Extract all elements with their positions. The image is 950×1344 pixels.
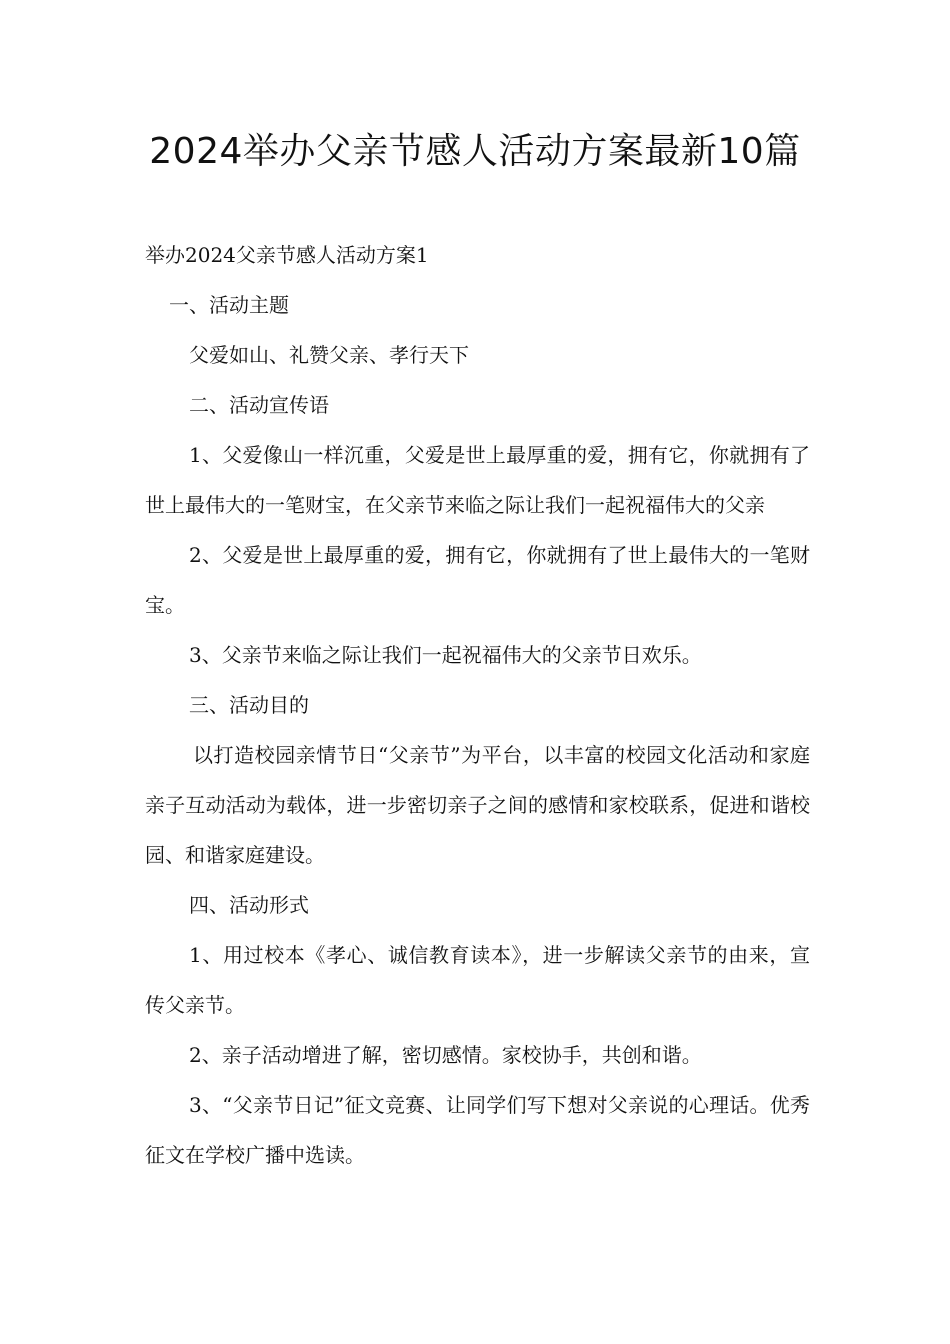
paragraph-purpose: 以打造校园亲情节日“父亲节”为平台，以丰富的校园文化活动和家庭亲子互动活动为载体，进一步密切亲子之间的感情和家校联系，促进和谐校园、和谐家庭建设。: [145, 743, 810, 867]
paragraph-theme: 父爱如山、礼赞父亲、孝行天下: [189, 343, 469, 367]
plan-heading: 举办2024父亲节感人活动方案1: [145, 243, 429, 267]
document-title: 2024举办父亲节感人活动方案最新10篇: [149, 131, 801, 172]
paragraph-format-2: 2、亲子活动增进了解，密切感情。家校协手，共创和谐。: [189, 1043, 702, 1067]
paragraph-slogan-1: 1、父爱像山一样沉重，父爱是世上最厚重的爱，拥有它，你就拥有了世上最伟大的一笔财宝，在父亲节来临之际让我们一起祝福伟大的父亲: [145, 443, 810, 517]
document-body: [145, 230, 810, 1180]
section-heading-format: 四、活动形式: [189, 893, 309, 917]
section-heading-theme: 一、活动主题: [169, 293, 289, 317]
paragraph-slogan-3: 3、父亲节来临之际让我们一起祝福伟大的父亲节日欢乐。: [189, 643, 702, 667]
section-heading-slogan: 二、活动宣传语: [189, 393, 329, 417]
paragraph-format-3: 3、“父亲节日记”征文竞赛、让同学们写下想对父亲说的心理话。优秀征文在学校广播中选读。: [145, 1093, 810, 1167]
paragraph-slogan-2: 2、父爱是世上最厚重的爱，拥有它，你就拥有了世上最伟大的一笔财宝。: [145, 543, 810, 617]
section-heading-purpose: 三、活动目的: [189, 693, 309, 717]
paragraph-format-1: 1、用过校本《孝心、诚信教育读本》，进一步解读父亲节的由来，宣传父亲节。: [145, 943, 810, 1017]
